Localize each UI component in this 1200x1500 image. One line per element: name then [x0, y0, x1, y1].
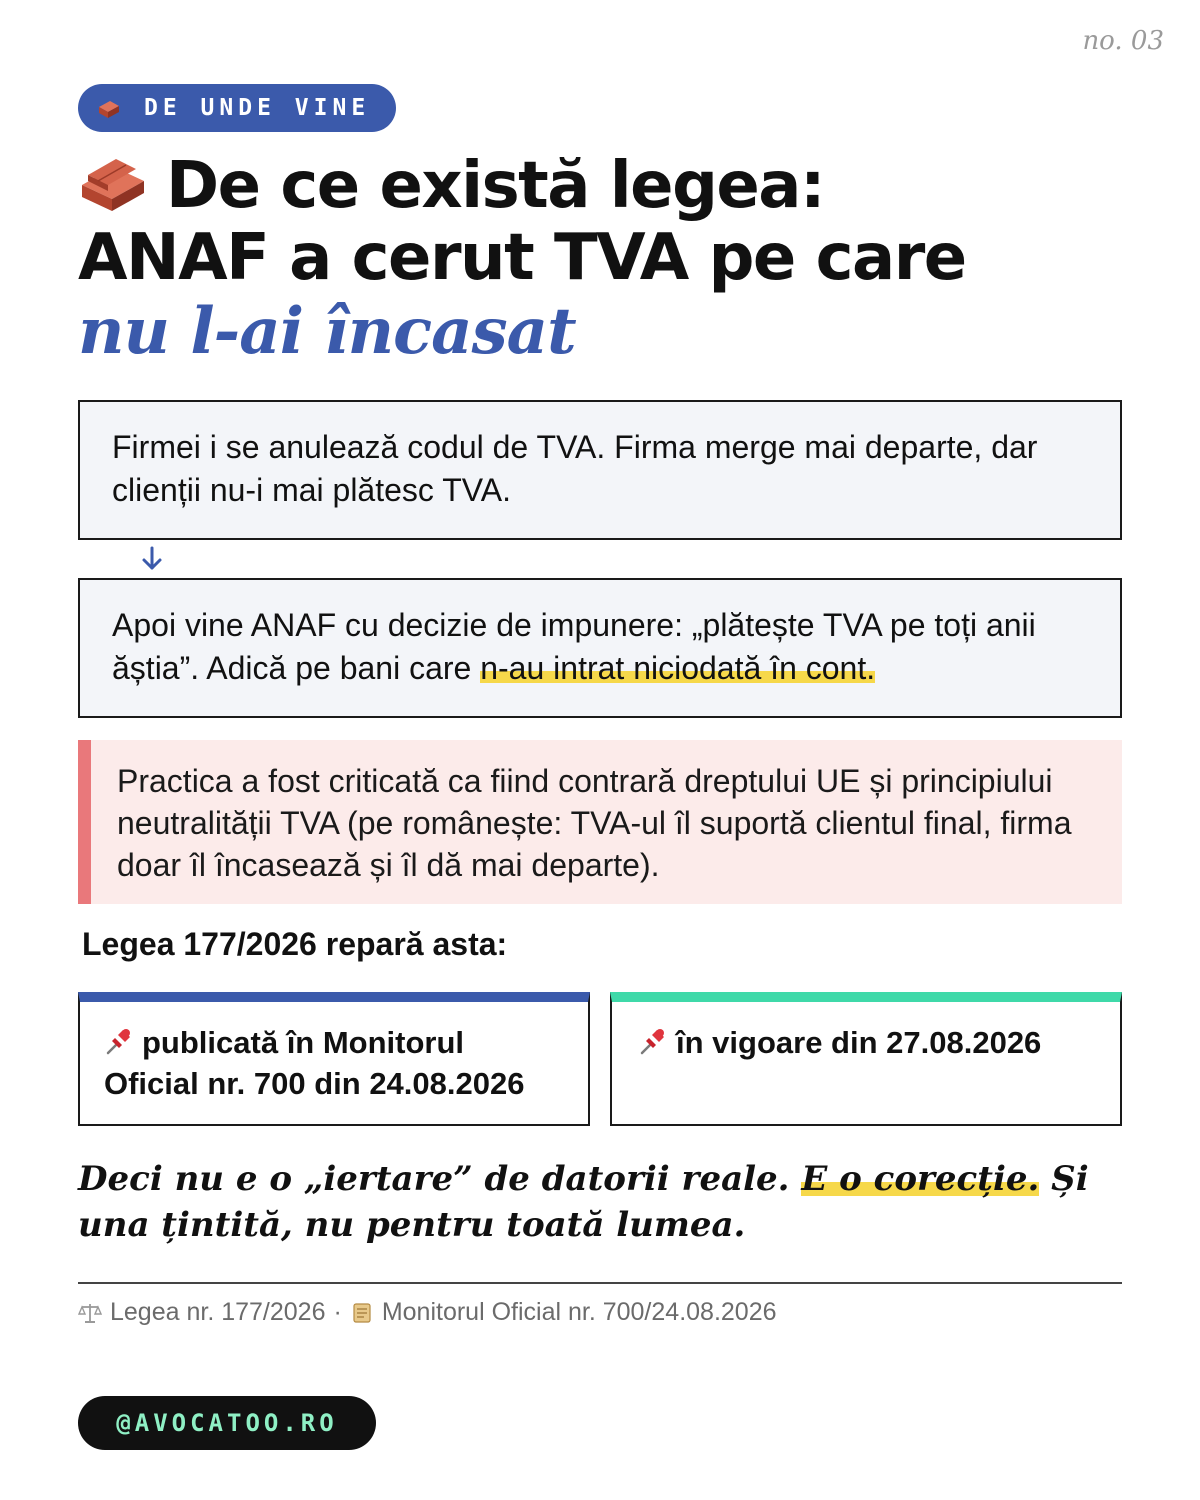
pushpin-icon: [104, 1026, 134, 1056]
social-handle: @AVOCATOO.RO: [116, 1409, 338, 1437]
law-heading: Legea 177/2026 repară asta:: [82, 926, 508, 962]
divider: [78, 1282, 1122, 1284]
step-box-2: [78, 578, 1122, 718]
step-box-1: [78, 400, 1122, 540]
title-line-2: ANAF a cerut TVA pe care: [78, 221, 966, 295]
brick-icon: [78, 151, 148, 213]
sources-line: [78, 1298, 777, 1327]
title-line-1: [78, 150, 1158, 222]
criticism-note: [78, 740, 1122, 904]
title-text-1: De ce există legea:: [166, 149, 825, 223]
page-number: no. 03: [1082, 26, 1164, 56]
page-title: [78, 150, 1158, 370]
note-text: Practica a fost criticată ca fiind contrară dreptului UE și principiului neutralității TVA (pe românește: TVA-ul îl suportă clientul final, firma doar îl încasează și îl dă mai departe).: [117, 763, 1072, 883]
effective-date-text: în vigoare din 27.08.2026: [676, 1025, 1042, 1060]
step-2-text: Apoi vine ANAF cu decizie de impunere: „plătește TVA pe toți anii ăștia”. Adică pe bani care: [112, 607, 1036, 686]
source-separator: ·: [333, 1298, 342, 1326]
effective-date-card: [610, 992, 1122, 1126]
gazette-source: Monitorul Oficial nr. 700/24.08.2026: [381, 1298, 777, 1326]
section-tag: [78, 84, 396, 132]
step-2-highlight: n-au intrat niciodată în cont.: [480, 650, 876, 686]
conclusion-after: Și una țintită, nu pentru toată lumea.: [78, 1159, 1089, 1245]
pushpin-icon: [638, 1026, 668, 1056]
scales-icon: [78, 1301, 102, 1325]
social-handle-badge: [78, 1396, 376, 1450]
conclusion-highlight: E o corecție.: [801, 1159, 1040, 1199]
brick-icon: [96, 95, 122, 121]
section-tag-label: DE UNDE VINE: [144, 95, 371, 121]
scroll-icon: [350, 1301, 374, 1325]
title-accent: nu l-ai încasat: [78, 294, 576, 369]
conclusion-before: Deci nu e o „iertare” de datorii reale.: [78, 1159, 802, 1199]
arrow-down-icon: [140, 546, 164, 572]
step-1-text: Firmei i se anulează codul de TVA. Firma merge mai departe, dar clienții nu-i mai plătesc TVA.: [112, 429, 1038, 508]
publication-text: publicată în Monitorul Oficial nr. 700 din 24.08.2026: [104, 1025, 525, 1101]
conclusion-quote: [78, 1156, 1138, 1248]
publication-card: [78, 992, 590, 1126]
law-source: Legea nr. 177/2026: [110, 1298, 326, 1326]
